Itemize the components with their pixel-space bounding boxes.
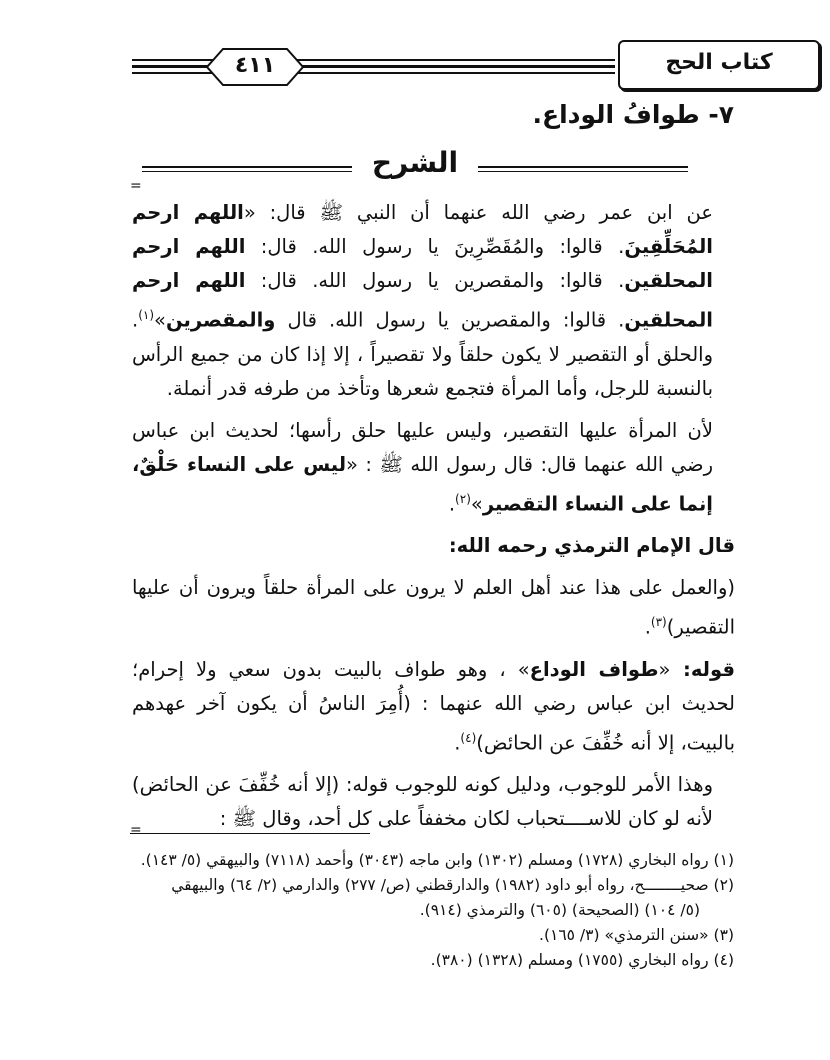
book-title-box	[618, 40, 820, 90]
p6-term: طواف الوداع	[529, 657, 659, 681]
paragraph-4	[132, 529, 735, 563]
paragraph-1	[132, 196, 735, 406]
heading-rule-left	[142, 166, 352, 168]
p1-hadith-2: اللهم ارحم المحلقين	[132, 235, 713, 292]
p1-quote-close: »	[154, 308, 166, 332]
footnote-3: (٣) «سنن الترمذي» (٣/ ١٦٥).	[539, 926, 734, 944]
footnote-1: (١) رواه البخاري (١٧٢٨) ومسلم (١٣٠٢) وابن ماجه (٣٠٤٣) وأحمد (٧١١٨) والبيهقي (٥/ ١٤٣).	[140, 851, 734, 869]
page-number-badge	[205, 47, 305, 87]
p5-end: .	[644, 615, 651, 639]
p5-text: (والعمل على هذا عند أهل العلم لا يرون على المرأة حلقاً ويرون أن عليها التقصير)	[132, 576, 735, 639]
paragraph-5	[132, 571, 735, 645]
page-number: ٤١١	[234, 53, 276, 78]
margin-mark-bottom: =	[130, 822, 142, 838]
p6-end: .	[454, 731, 461, 754]
footnotes	[129, 848, 734, 973]
p1-hadith-3: اللهم ارحم المحلقين	[132, 269, 713, 332]
footnote-2: (٢) صحيــــــــح، رواه أبو داود (١٩٨٢) والدارقطني (ص/ ٢٧٧) والدارمي (٢/ ٦٤) والبيهقي	[171, 876, 734, 894]
footnote-4: (٤) رواه البخاري (١٧٥٥) ومسلم (١٣٢٨) (٣٨٠).	[430, 951, 734, 969]
paragraph-2: والحلق أو التقصير لا يكون حلقاً ولا تقصيراً ، إلا إذا كان من جميع الرأس بالنسبة للرجل، وأما المرأة فتجمع شعرها وتأخذ من طرفه قدر أنملة.	[132, 342, 713, 400]
paragraph-3	[132, 414, 735, 522]
p1-text-c: . قالوا: والمُقَصِّرِينَ يا رسول الله. قال:	[245, 235, 625, 258]
footnote-separator	[130, 833, 370, 834]
p1-text-a: عن ابن عمر رضي الله عنهما أن النبي ﷺ قال: «	[243, 201, 713, 224]
p3-text-a: لأن المرأة عليها التقصير، وليس عليها حلق رأسها؛ لحديث ابن عباس رضي الله عنهما قال: قال رسول الله ﷺ : «	[132, 418, 713, 476]
p6-quote-open: «	[658, 657, 671, 681]
p3-hadith: ليس على النساء حَلْقٌ، إنما على النساء التقصير	[132, 452, 713, 515]
tirmidhi-heading: قال الإمام الترمذي رحمه الله:	[448, 534, 735, 557]
matn-item-7: ٧- طوافُ الوداع.	[532, 100, 734, 129]
p6-text: » ، وهو طواف بالبيت بدون سعي ولا إحرام؛ لحديث ابن عباس رضي الله عنهما : (أُمِرَ الناسُ أن يكون آخر عهدهم بالبيت، إلا أنه خُفِّفَ عن الحائض)	[132, 657, 735, 754]
footnote-ref-2[interactable]: (٢)	[455, 491, 471, 506]
section-title: الشرح	[371, 146, 459, 179]
p6-qawluhu: قوله:	[670, 657, 735, 681]
footnote-ref-1[interactable]: (١)	[138, 308, 155, 322]
margin-mark: =	[130, 178, 142, 194]
p7-text: وهذا الأمر للوجوب، ودليل كونه للوجوب قوله: (إلا أنه خُفِّفَ عن الحائض) لأنه لو كان للاســــتحباب لكان مخففاً على كل أحد، وقال ﷺ :	[132, 773, 713, 830]
p1-hadith-4: والمقصرين	[165, 308, 276, 332]
p3-end: .	[448, 492, 456, 515]
p1-hadith-1: اللهم ارحم المُحَلِّقِينَ	[132, 201, 713, 258]
commentary-body	[132, 196, 735, 844]
p1-end: .	[132, 308, 139, 332]
paragraph-6	[132, 653, 735, 761]
p1-text-d: . قالوا: والمقصرين يا رسول الله. قال:	[245, 269, 625, 292]
footnote-ref-4[interactable]: (٤)	[460, 730, 477, 745]
footnote-2-continued: (٥/ ١٠٤) (الصحيحة) (٦٠٥) والترمذي (٩١٤).	[419, 901, 700, 919]
p3-quote-close: »	[470, 492, 483, 515]
section-heading	[142, 146, 688, 184]
p1-text-e: . قالوا: والمقصرين يا رسول الله. قال	[275, 308, 625, 332]
book-title: كتاب الحج	[665, 50, 773, 75]
paragraph-7	[132, 768, 735, 836]
footnote-ref-3[interactable]: (٣)	[650, 615, 667, 629]
